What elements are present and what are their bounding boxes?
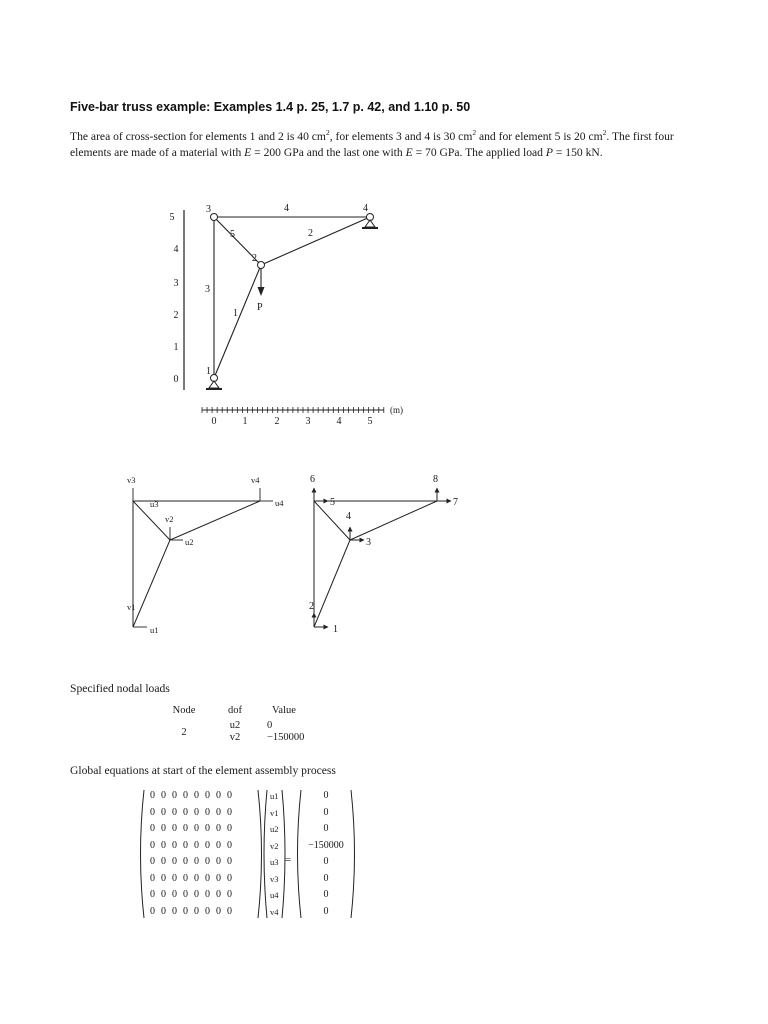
- x-tick-label: 3: [305, 416, 311, 427]
- matrix-cell: 0: [172, 872, 177, 884]
- unknown: u3: [270, 857, 279, 867]
- dof-number: 7: [453, 497, 458, 508]
- rhs-value: −150000: [308, 839, 344, 851]
- dof-number: 1: [333, 624, 338, 635]
- matrix-cell: 0: [172, 905, 177, 917]
- dof-label: u1: [150, 625, 159, 635]
- element-label: 3: [205, 284, 210, 295]
- matrix-cell: 0: [183, 790, 188, 801]
- load-label: P: [257, 302, 263, 313]
- matrix-cell: 0: [205, 889, 210, 900]
- matrix-cell: 0: [183, 905, 188, 917]
- matrix-cell: 0: [150, 889, 155, 900]
- dof-label: v1: [127, 602, 136, 612]
- node-label: 3: [206, 204, 211, 215]
- page-title: Five-bar truss example: Examples 1.4 p. 25, 1.7 p. 42, and 1.10 p. 50: [70, 100, 471, 114]
- matrix-row: [147, 854, 257, 871]
- equals-sign: =: [285, 854, 292, 866]
- element-label: 1: [233, 308, 238, 319]
- element-label: 5: [230, 229, 235, 240]
- y-tick-label: 5: [169, 212, 175, 223]
- dof-element: [350, 501, 437, 540]
- matrix-cell: 0: [183, 806, 188, 818]
- matrix-cell: 0: [194, 889, 199, 900]
- unknown: v3: [270, 873, 279, 884]
- matrix-row: [147, 904, 257, 921]
- matrix-cell: 0: [161, 872, 166, 884]
- matrix-cell: 0: [161, 806, 166, 818]
- dof-label: v3: [127, 475, 136, 485]
- matrix-cell: 0: [194, 823, 199, 834]
- nodal-loads-heading: Specified nodal loads: [70, 682, 170, 695]
- y-tick-label: 1: [173, 342, 179, 353]
- matrix-cell: 0: [172, 790, 177, 801]
- matrix-cell: 0: [150, 790, 155, 801]
- matrix-cell: 0: [161, 790, 166, 801]
- load-value: −150000: [267, 732, 305, 743]
- matrix-cell: 0: [227, 839, 232, 851]
- column-header: Value: [272, 705, 296, 716]
- matrix-cell: 0: [205, 839, 210, 851]
- dof-value: v2: [229, 732, 241, 743]
- matrix-cell: 0: [150, 839, 155, 851]
- matrix-cell: 0: [194, 790, 199, 801]
- matrix-cell: 0: [227, 790, 232, 801]
- dof-value: u2: [229, 720, 241, 731]
- matrix-row: [147, 838, 257, 855]
- stiffness-matrix: [147, 788, 257, 920]
- matrix-cell: 0: [227, 905, 232, 917]
- rhs-value: 0: [323, 889, 329, 900]
- element-label: 4: [284, 203, 289, 214]
- unknown: u4: [270, 890, 279, 900]
- x-tick-label: 0: [211, 416, 217, 427]
- matrix-cell: 0: [205, 823, 210, 834]
- matrix-cell: 0: [227, 823, 232, 834]
- matrix-cell: 0: [150, 905, 155, 917]
- matrix-cell: 0: [172, 889, 177, 900]
- element-label: 2: [308, 228, 313, 239]
- matrix-cell: 0: [227, 856, 232, 867]
- matrix-cell: 0: [216, 823, 221, 834]
- column-header: dof: [228, 705, 242, 716]
- matrix-cell: 0: [183, 872, 188, 884]
- rhs-value: 0: [323, 856, 329, 867]
- matrix-cell: 0: [227, 806, 232, 818]
- matrix-cell: 0: [194, 839, 199, 851]
- rhs-left-paren: [298, 790, 302, 918]
- node-label: 2: [252, 253, 257, 264]
- matrix-cell: 0: [205, 856, 210, 867]
- matrix-cell: 0: [216, 889, 221, 900]
- x-tick-label: 1: [242, 416, 248, 427]
- table-cell-dof: [208, 716, 262, 748]
- node-label: 4: [363, 203, 368, 214]
- load-value: 0: [267, 720, 273, 731]
- dof-label: u2: [185, 537, 194, 547]
- matrix-row: [147, 821, 257, 838]
- matrix-cell: 0: [216, 806, 221, 818]
- dof-number: 5: [330, 497, 335, 508]
- matrix-cell: 0: [161, 905, 166, 917]
- dof-number: 2: [309, 601, 314, 612]
- matrix-cell: 0: [194, 806, 199, 818]
- dof-label: u4: [275, 498, 284, 508]
- matrix-cell: 0: [172, 839, 177, 851]
- y-tick-label: 4: [173, 244, 179, 255]
- matrix-cell: 0: [194, 856, 199, 867]
- unknown: v1: [270, 807, 279, 818]
- matrix-cell: 0: [161, 823, 166, 834]
- matrix-cell: 0: [216, 872, 221, 884]
- nodal-loads-table: [160, 705, 332, 748]
- rhs-vector: [302, 788, 350, 920]
- matrix-row: [147, 788, 257, 805]
- matrix-row: [147, 871, 257, 888]
- matrix-cell: 0: [205, 806, 210, 818]
- matrix-cell: 0: [216, 905, 221, 917]
- matrix-cell: 0: [172, 823, 177, 834]
- unknowns-vector: [270, 788, 282, 920]
- matrix-left-paren: [141, 790, 145, 918]
- matrix-cell: 0: [205, 905, 210, 917]
- rhs-value: 0: [323, 790, 329, 801]
- table-cell-value: [262, 716, 332, 748]
- matrix-cell: 0: [227, 889, 232, 900]
- matrix-cell: 0: [183, 856, 188, 867]
- node-label: 1: [206, 366, 211, 377]
- dof-number: 4: [346, 511, 351, 522]
- matrix-cell: 0: [216, 856, 221, 867]
- matrix-cell: 0: [161, 889, 166, 900]
- y-tick-label: 3: [173, 278, 179, 289]
- dof-element: [314, 540, 350, 627]
- matrix-cell: 0: [183, 823, 188, 834]
- vector-left-paren: [264, 790, 267, 918]
- matrix-cell: 0: [161, 856, 166, 867]
- global-equation-system: [135, 788, 365, 921]
- problem-description: The area of cross-section for elements 1 and 2 is 40 $cm^2$, for elements 3 and 4 is 30 $cm^2$ and for element 5 is 20 $cm^2$. The first four elements are made of a material with E = 200 GPa and the last one with E = 70 GPa. The applied load P = 150 kN.: [70, 128, 674, 159]
- matrix-cell: 0: [150, 806, 155, 818]
- matrix-cell: 0: [150, 856, 155, 867]
- unknown: v2: [270, 840, 279, 851]
- matrix-row: [147, 805, 257, 822]
- x-axis-unit: (m): [390, 405, 403, 415]
- unknown: u1: [270, 791, 279, 801]
- matrix-cell: 0: [161, 839, 166, 851]
- matrix-cell: 0: [150, 823, 155, 834]
- matrix-cell: 0: [227, 872, 232, 884]
- dof-number: 8: [433, 474, 438, 485]
- column-header: Node: [172, 705, 196, 716]
- matrix-cell: 0: [216, 839, 221, 851]
- x-tick-label: 4: [336, 416, 342, 427]
- rhs-value: 0: [323, 823, 329, 834]
- matrix-cell: 0: [205, 790, 210, 801]
- unknown: v4: [270, 906, 279, 917]
- unknown: u2: [270, 824, 279, 834]
- matrix-cell: 0: [183, 839, 188, 851]
- x-tick-label: 5: [367, 416, 373, 427]
- dof-label: u3: [150, 499, 159, 509]
- rhs-right-paren: [351, 790, 355, 918]
- rhs-value: 0: [323, 872, 329, 884]
- matrix-cell: 0: [183, 889, 188, 900]
- y-tick-label: 2: [173, 310, 179, 321]
- matrix-cell: 0: [172, 806, 177, 818]
- y-tick-label: 0: [173, 374, 179, 385]
- rhs-value: 0: [323, 905, 329, 917]
- matrix-cell: 0: [150, 872, 155, 884]
- matrix-cell: 0: [216, 790, 221, 801]
- x-tick-label: 2: [274, 416, 280, 427]
- rhs-value: 0: [323, 806, 329, 818]
- matrix-row: [147, 887, 257, 904]
- dof-label: v2: [165, 514, 174, 524]
- table-cell-node: 2: [181, 726, 187, 738]
- matrix-cell: 0: [194, 905, 199, 917]
- dof-label: v4: [251, 475, 260, 485]
- matrix-cell: 0: [194, 872, 199, 884]
- matrix-right-paren: [258, 790, 262, 918]
- global-equations-heading: Global equations at start of the element assembly process: [70, 764, 336, 777]
- dof-number: 3: [366, 537, 371, 548]
- matrix-cell: 0: [205, 872, 210, 884]
- matrix-cell: 0: [172, 856, 177, 867]
- dof-number: 6: [310, 474, 315, 485]
